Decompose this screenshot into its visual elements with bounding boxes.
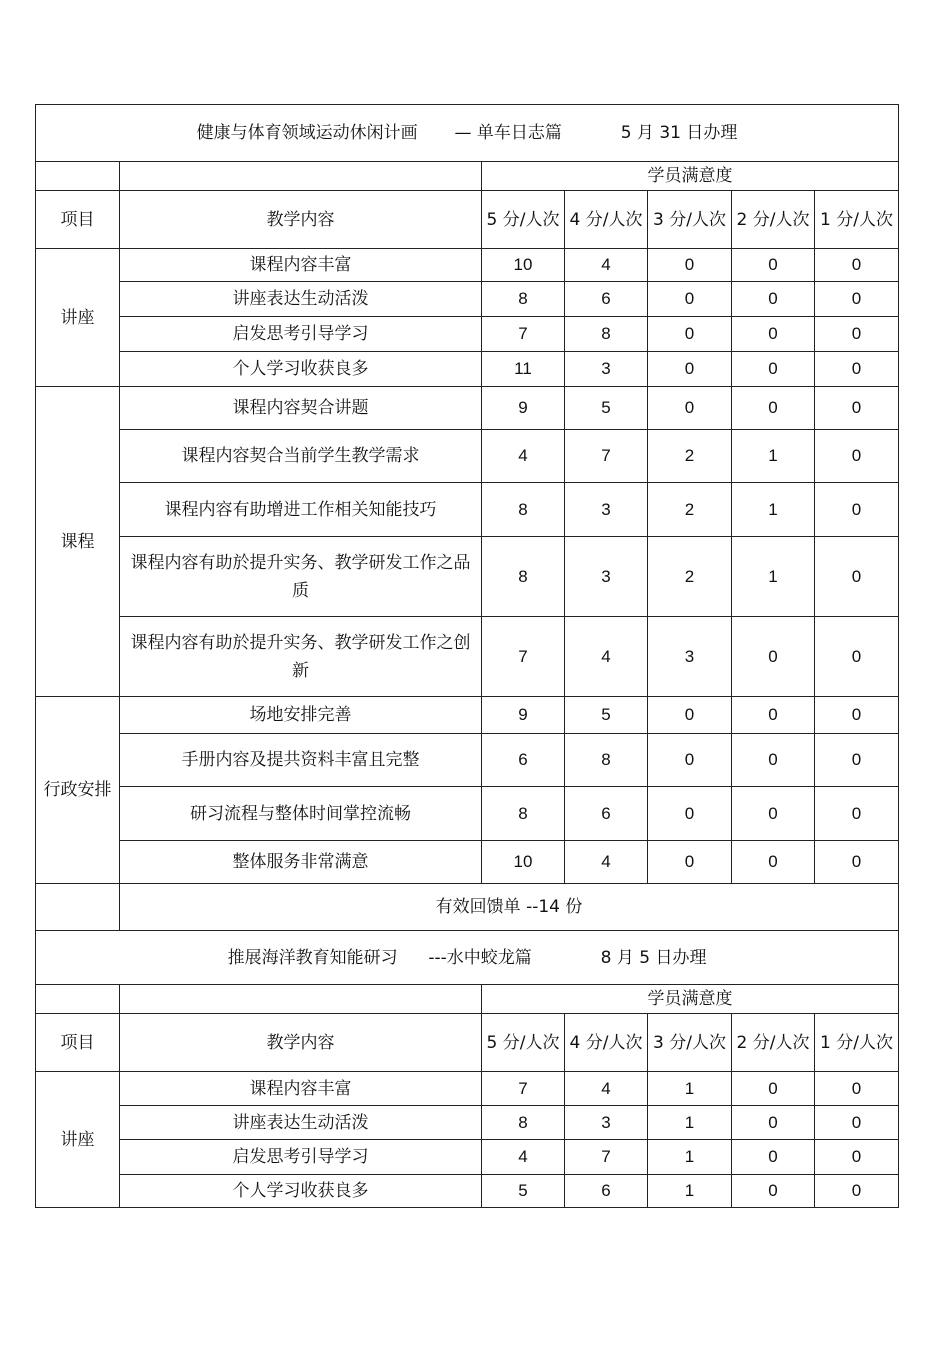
table-row xyxy=(36,352,899,387)
score-cell: 0 xyxy=(732,249,815,282)
score-cell: 0 xyxy=(732,787,815,841)
score-cell: 0 xyxy=(732,282,815,317)
score-cell: 0 xyxy=(732,697,815,734)
table-row xyxy=(36,483,899,537)
score-header-5: 5 分/人次 xyxy=(482,191,565,249)
score-cell: 0 xyxy=(648,249,732,282)
score-cell: 8 xyxy=(482,282,565,317)
table-row xyxy=(36,841,899,884)
score-cell: 0 xyxy=(648,841,732,884)
table-row xyxy=(36,1140,899,1175)
score-cell: 0 xyxy=(648,352,732,387)
score-cell: 1 xyxy=(732,483,815,537)
score-cell: 0 xyxy=(648,317,732,352)
content-cell: 课程内容有助於提升实务、教学研发工作之创新 xyxy=(120,617,482,697)
score-cell: 3 xyxy=(565,352,648,387)
score-cell: 6 xyxy=(482,734,565,787)
content-cell: 研习流程与整体时间掌控流畅 xyxy=(120,787,482,841)
score-cell: 1 xyxy=(648,1106,732,1140)
section-title-date: 5 月 31 日办理 xyxy=(620,123,738,143)
score-cell: 6 xyxy=(565,1175,648,1208)
score-cell: 2 xyxy=(648,537,732,617)
score-cell: 5 xyxy=(565,387,648,430)
group-label-administration: 行政安排 xyxy=(36,697,120,884)
score-cell: 3 xyxy=(565,483,648,537)
feedback-count: 有效回馈单 --14 份 xyxy=(120,884,899,931)
satisfaction-header-row xyxy=(36,985,899,1014)
score-cell: 0 xyxy=(815,537,899,617)
score-cell: 0 xyxy=(815,483,899,537)
score-cell: 0 xyxy=(732,1106,815,1140)
score-cell: 4 xyxy=(565,617,648,697)
score-cell: 0 xyxy=(815,387,899,430)
score-cell: 1 xyxy=(648,1140,732,1175)
score-cell: 8 xyxy=(482,787,565,841)
satisfaction-table xyxy=(35,104,899,1208)
section-title-main: 健康与体育领域运动休闲计画 xyxy=(196,123,418,143)
table-row xyxy=(36,537,899,617)
section-title-sub: ---水中蛟龙篇 xyxy=(428,947,532,968)
score-cell: 0 xyxy=(732,617,815,697)
column-header-row xyxy=(36,191,899,249)
table-row xyxy=(36,1175,899,1208)
score-header-3: 3 分/人次 xyxy=(648,1014,732,1072)
content-cell: 讲座表达生动活泼 xyxy=(120,1106,482,1140)
score-cell: 8 xyxy=(565,317,648,352)
score-cell: 2 xyxy=(648,483,732,537)
score-cell: 0 xyxy=(732,317,815,352)
content-cell: 手册内容及提共资料丰富且完整 xyxy=(120,734,482,787)
score-cell: 4 xyxy=(565,1072,648,1106)
score-cell: 4 xyxy=(482,1140,565,1175)
score-cell: 0 xyxy=(732,1175,815,1208)
section-title-row xyxy=(36,931,899,985)
content-cell: 课程内容有助於提升实务、教学研发工作之品质 xyxy=(120,537,482,617)
score-cell: 0 xyxy=(732,387,815,430)
section-title-date: 8 月 5 日办理 xyxy=(600,947,707,968)
score-header-2: 2 分/人次 xyxy=(732,191,815,249)
score-cell: 4 xyxy=(565,249,648,282)
score-cell: 7 xyxy=(565,1140,648,1175)
score-cell: 0 xyxy=(732,841,815,884)
content-cell: 启发思考引导学习 xyxy=(120,1140,482,1175)
satisfaction-label: 学员满意度 xyxy=(482,162,899,191)
score-cell: 2 xyxy=(648,430,732,483)
score-cell: 3 xyxy=(648,617,732,697)
score-cell: 1 xyxy=(732,537,815,617)
score-cell: 0 xyxy=(815,787,899,841)
section-title xyxy=(36,931,899,985)
score-cell: 6 xyxy=(565,282,648,317)
table-row xyxy=(36,734,899,787)
table-row xyxy=(36,430,899,483)
content-cell: 个人学习收获良多 xyxy=(120,352,482,387)
score-cell: 0 xyxy=(815,1106,899,1140)
col-item-header: 项目 xyxy=(36,191,120,249)
score-header-3: 3 分/人次 xyxy=(648,191,732,249)
score-cell: 0 xyxy=(648,282,732,317)
section-title xyxy=(36,105,899,162)
feedback-row xyxy=(36,884,899,931)
score-header-1: 1 分/人次 xyxy=(815,191,899,249)
score-cell: 0 xyxy=(732,1140,815,1175)
section-title-row xyxy=(36,105,899,162)
col-item-header: 项目 xyxy=(36,1014,120,1072)
score-cell: 8 xyxy=(482,1106,565,1140)
score-header-2: 2 分/人次 xyxy=(732,1014,815,1072)
table-row xyxy=(36,1072,899,1106)
content-cell: 场地安排完善 xyxy=(120,697,482,734)
score-cell: 1 xyxy=(648,1175,732,1208)
content-cell: 课程内容契合当前学生教学需求 xyxy=(120,430,482,483)
score-cell: 1 xyxy=(648,1072,732,1106)
score-cell: 11 xyxy=(482,352,565,387)
content-cell: 整体服务非常满意 xyxy=(120,841,482,884)
score-cell: 0 xyxy=(815,734,899,787)
score-cell: 0 xyxy=(815,1175,899,1208)
score-cell: 8 xyxy=(482,483,565,537)
score-cell: 0 xyxy=(648,387,732,430)
content-cell: 课程内容丰富 xyxy=(120,249,482,282)
score-cell: 0 xyxy=(648,734,732,787)
satisfaction-label: 学员满意度 xyxy=(482,985,899,1014)
score-cell: 7 xyxy=(482,617,565,697)
table-row xyxy=(36,249,899,282)
score-cell: 0 xyxy=(815,282,899,317)
score-cell: 0 xyxy=(815,352,899,387)
table-row xyxy=(36,617,899,697)
table-row xyxy=(36,282,899,317)
score-cell: 8 xyxy=(565,734,648,787)
score-header-5: 5 分/人次 xyxy=(482,1014,565,1072)
content-cell: 讲座表达生动活泼 xyxy=(120,282,482,317)
score-cell: 0 xyxy=(815,430,899,483)
score-cell: 7 xyxy=(482,1072,565,1106)
score-cell: 0 xyxy=(815,697,899,734)
score-cell: 0 xyxy=(732,352,815,387)
score-header-4: 4 分/人次 xyxy=(565,191,648,249)
content-cell: 个人学习收获良多 xyxy=(120,1175,482,1208)
score-cell: 9 xyxy=(482,697,565,734)
score-cell: 5 xyxy=(565,697,648,734)
score-cell: 0 xyxy=(732,734,815,787)
col-content-header: 教学内容 xyxy=(120,191,482,249)
table-row xyxy=(36,317,899,352)
content-cell: 课程内容有助增进工作相关知能技巧 xyxy=(120,483,482,537)
score-cell: 6 xyxy=(565,787,648,841)
score-cell: 0 xyxy=(815,1072,899,1106)
content-cell: 课程内容契合讲题 xyxy=(120,387,482,430)
score-cell: 0 xyxy=(815,1140,899,1175)
content-cell: 课程内容丰富 xyxy=(120,1072,482,1106)
content-cell: 启发思考引导学习 xyxy=(120,317,482,352)
score-cell: 9 xyxy=(482,387,565,430)
score-cell: 0 xyxy=(815,617,899,697)
table-row xyxy=(36,1106,899,1140)
score-cell: 10 xyxy=(482,841,565,884)
score-cell: 5 xyxy=(482,1175,565,1208)
score-cell: 0 xyxy=(732,1072,815,1106)
score-cell: 3 xyxy=(565,537,648,617)
score-cell: 10 xyxy=(482,249,565,282)
score-cell: 4 xyxy=(482,430,565,483)
col-content-header: 教学内容 xyxy=(120,1014,482,1072)
column-header-row xyxy=(36,1014,899,1072)
table-row xyxy=(36,387,899,430)
score-cell: 1 xyxy=(732,430,815,483)
table-row xyxy=(36,697,899,734)
satisfaction-header-row xyxy=(36,162,899,191)
table-row xyxy=(36,787,899,841)
score-cell: 0 xyxy=(815,249,899,282)
score-cell: 7 xyxy=(565,430,648,483)
score-cell: 4 xyxy=(565,841,648,884)
score-header-1: 1 分/人次 xyxy=(815,1014,899,1072)
score-cell: 7 xyxy=(482,317,565,352)
section-title-main: 推展海洋教育知能研习 xyxy=(227,947,398,968)
group-label-lecture: 讲座 xyxy=(36,249,120,387)
score-cell: 0 xyxy=(648,697,732,734)
group-label-lecture: 讲座 xyxy=(36,1072,120,1208)
score-cell: 8 xyxy=(482,537,565,617)
score-header-4: 4 分/人次 xyxy=(565,1014,648,1072)
score-cell: 0 xyxy=(815,317,899,352)
score-cell: 0 xyxy=(815,841,899,884)
group-label-course: 课程 xyxy=(36,387,120,697)
section-title-sub: — 单车日志篇 xyxy=(454,123,562,143)
score-cell: 0 xyxy=(648,787,732,841)
score-cell: 3 xyxy=(565,1106,648,1140)
